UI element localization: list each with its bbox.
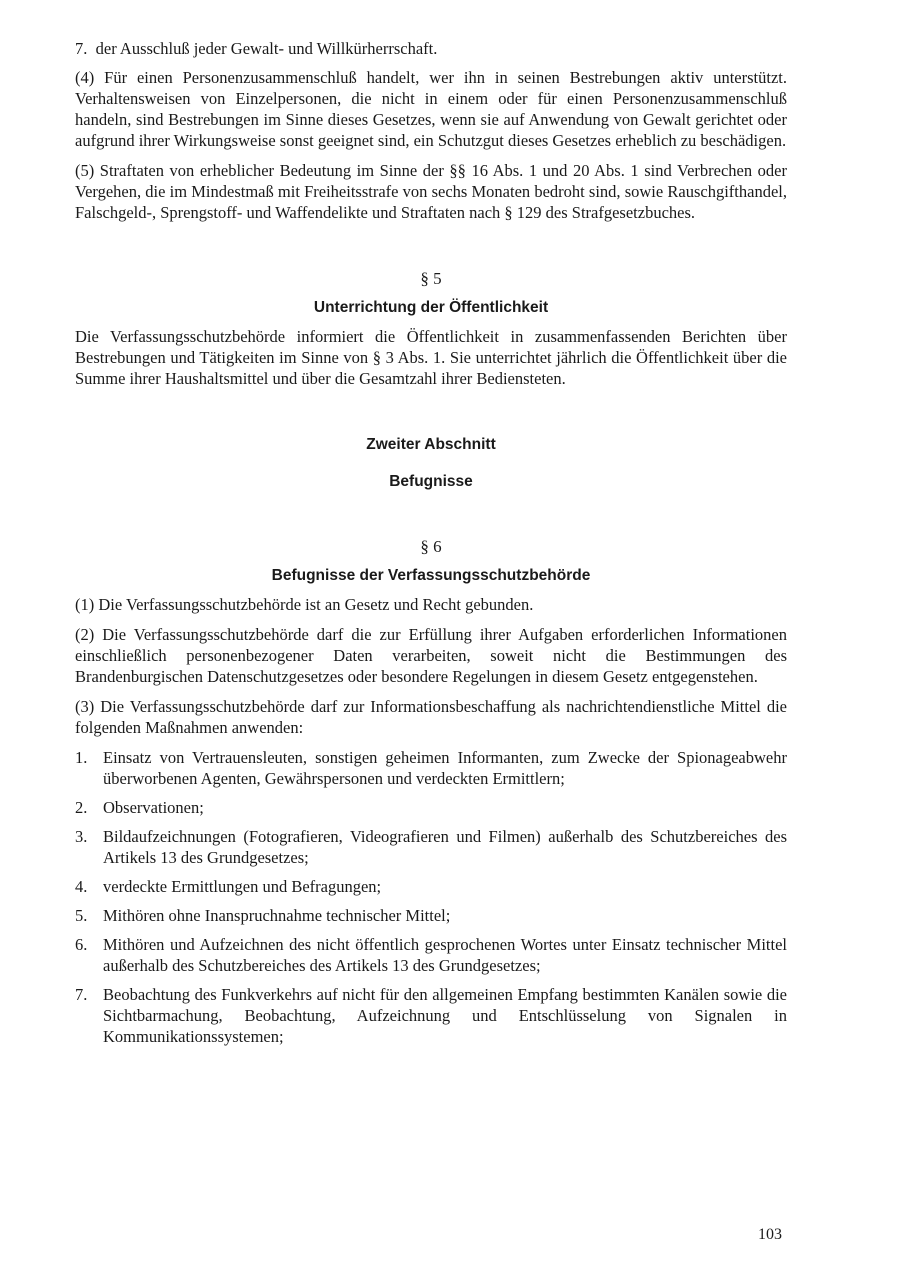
section-6-title: Befugnisse der Verfassungsschutzbehörde [271, 567, 591, 584]
spacer [75, 398, 787, 434]
section-6-paragraph-1: (1) Die Verfassungsschutzbehörde ist an Gesetz und Recht gebunden. [75, 595, 534, 614]
list-item [75, 984, 787, 1047]
list-item-number: 2. [75, 798, 88, 817]
list-item-number: 7. [75, 985, 88, 1004]
page-number: 103 [758, 1226, 782, 1243]
list-item [75, 826, 787, 868]
section-6-sign: § 6 [420, 537, 442, 556]
list-item-text: Bildaufzeichnungen (Fotografieren, Videografieren und Filmen) außerhalb des Schutzbereiches des Artikels 13 des Grundgesetzes; [103, 827, 787, 867]
chapter-subtitle: Befugnisse [389, 473, 473, 490]
list-item [75, 797, 787, 818]
list-item-text: Observationen; [103, 798, 204, 817]
list-item-number: 6. [75, 935, 88, 954]
section-6-paragraph-3: (3) Die Verfassungsschutzbehörde darf zur Informationsbeschaffung als nachrichtendienstliche Mittel die folgenden Maßnahmen anwenden: [75, 697, 787, 737]
section-5-title: Unterrichtung der Öffentlichkeit [313, 299, 549, 316]
list-item-text: Mithören ohne Inanspruchnahme technischer Mittel; [103, 906, 451, 925]
spacer [75, 586, 787, 594]
paragraph-5: (5) Straftaten von erheblicher Bedeutung im Sinne der §§ 16 Abs. 1 und 20 Abs. 1 sind Verbrechen oder Vergehen, die im Mindestmaß mit Freiheitsstrafe von sechs Monaten bedroht sind, sowie Rauschgifthandel, Falschgeld-, Sprengstoff- und Waffendelikte und Straftaten nach § 129 des Strafgesetzbuches. [75, 161, 787, 222]
spacer [75, 492, 787, 536]
list-item [75, 934, 787, 976]
spacer [75, 455, 787, 471]
section-6-paragraph-2: (2) Die Verfassungsschutzbehörde darf die zur Erfüllung ihrer Aufgaben erforderlichen Informationen einschließlich personenbezogener Daten verarbeiten, soweit nicht die Bestimmungen des Brandenburgischen Datenschutzgesetzes oder besondere Regelungen in diesem Gesetz entgegenstehen. [75, 625, 787, 686]
spacer [75, 289, 787, 297]
list-item [75, 876, 787, 897]
list-item-number: 1. [75, 748, 88, 767]
spacer [75, 557, 787, 565]
list-item-7-top: 7. der Ausschluß jeder Gewalt- und Willkürherrschaft. [75, 39, 438, 58]
measures-list [75, 747, 787, 1047]
list-item-text: Beobachtung des Funkverkehrs auf nicht für den allgemeinen Empfang bestimmten Kanälen sowie die Sichtbarmachung, Beobachtung, Aufzeichnung und Entschlüsselung von Signalen in Kommunikationssystemen; [103, 985, 787, 1046]
list-item-number: 5. [75, 906, 88, 925]
document-page [75, 38, 787, 1055]
list-item-text: Einsatz von Vertrauensleuten, sonstigen geheimen Informanten, zum Zwecke der Spionageabwehr überworbenen Agenten, Gewährspersonen und verdeckten Ermittlern; [103, 748, 787, 788]
list-item-text: Mithören und Aufzeichnen des nicht öffentlich gesprochenen Wortes unter Einsatz technischer Mittel außerhalb des Schutzbereiches des Artikels 13 des Grundgesetzes; [103, 935, 787, 975]
section-5-text: Die Verfassungsschutzbehörde informiert die Öffentlichkeit in zusammenfassenden Berichten über Bestrebungen und Tätigkeiten im Sinne von § 3 Abs. 1. Sie unterrichtet jährlich die Öffentlichkeit über die Summe ihrer Haushaltsmittel und über die Gesamtzahl ihrer Bediensteten. [75, 327, 787, 388]
section-5-sign: § 5 [420, 269, 442, 288]
spacer [75, 232, 787, 268]
list-item-number: 4. [75, 877, 88, 896]
list-item [75, 905, 787, 926]
spacer [75, 318, 787, 326]
chapter-title: Zweiter Abschnitt [366, 436, 496, 453]
list-item-text: verdeckte Ermittlungen und Befragungen; [103, 877, 382, 896]
list-item-number: 3. [75, 827, 88, 846]
paragraph-4: (4) Für einen Personenzusammenschluß handelt, wer ihn in seinen Bestrebungen aktiv unterstützt. Verhaltensweisen von Einzelpersonen, die nicht in einem oder für einen Personenzusammenschluß handeln, sind Bestrebungen im Sinne dieses Gesetzes, wenn sie auf Anwendung von Gewalt gerichtet oder aufgrund ihrer Wirkungsweise sonst geeignet sind, ein Schutzgut dieses Gesetzes erheblich zu beschädigen. [75, 68, 787, 150]
list-item [75, 747, 787, 789]
